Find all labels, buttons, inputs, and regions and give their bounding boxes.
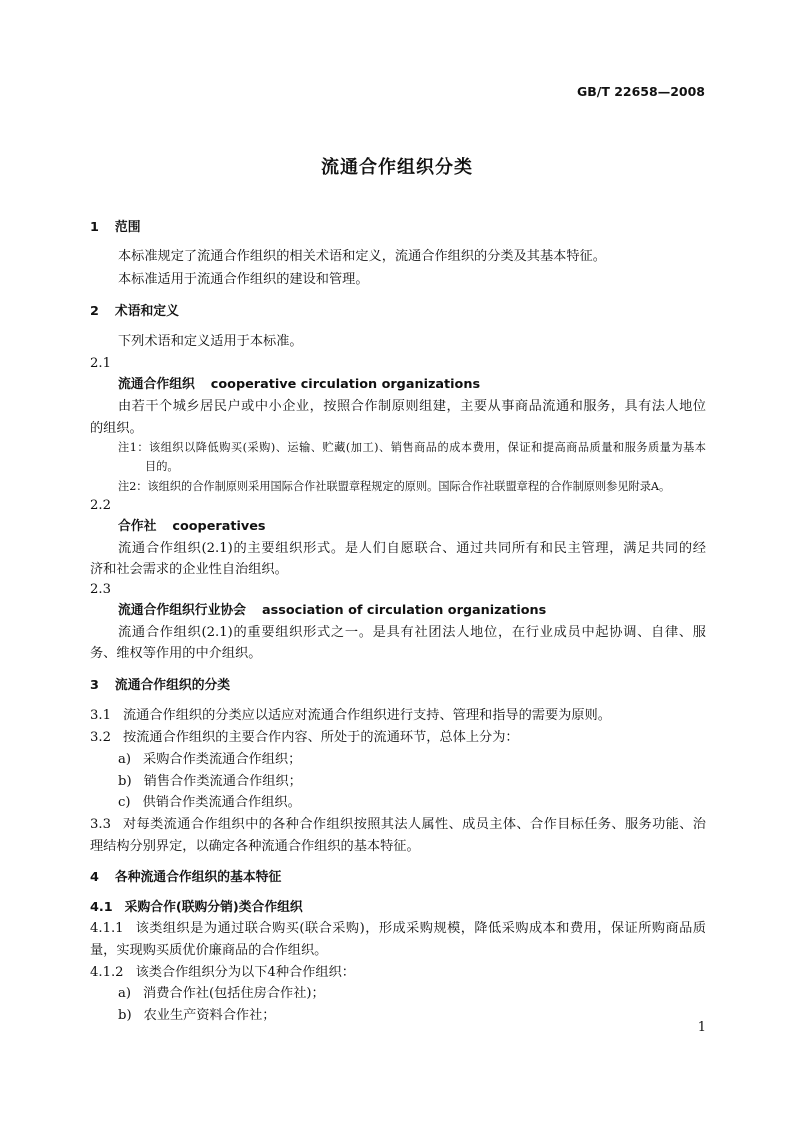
term-en: association of circulation organizations	[261, 603, 547, 618]
clause-text: 该类组织是为通过联合购买(联合采购)，形成采购规模，降低采购成本和费用，保证所购商品质	[135, 921, 706, 936]
section-number: 3	[90, 678, 99, 693]
subsection-title: 采购合作(联购分销)类合作组织	[124, 900, 303, 915]
list-text: 供销合作类流通合作组织。	[142, 795, 301, 810]
list-item	[118, 1005, 275, 1026]
clause	[90, 705, 611, 726]
note-line: 目的。	[145, 460, 179, 473]
list-item	[118, 771, 302, 792]
section-title: 各种流通合作组织的基本特征	[114, 870, 282, 885]
clause	[90, 814, 706, 835]
section-1-heading	[90, 217, 141, 238]
section-3-heading	[90, 675, 230, 696]
definition-line: 的组织。	[90, 421, 143, 436]
term-heading	[118, 516, 266, 537]
term-en: cooperative circulation organizations	[210, 377, 481, 392]
section-number: 1	[90, 220, 99, 235]
clause-text-continued: 理结构分别界定，以确定各种流通合作组织的基本特征。	[90, 839, 420, 854]
note-line: 注2：该组织的合作制原则采用国际合作社联盟章程规定的原则。国际合作社联盟章程的合作制原则参见附录A。	[118, 480, 671, 493]
clause	[90, 918, 706, 939]
list-text: 消费合作社(包括住房合作社)；	[143, 986, 325, 1001]
subsection-number: 4.1	[90, 900, 113, 915]
term-heading	[118, 374, 480, 395]
clause-text: 流通合作组织的分类应以适应对流通合作组织进行支持、管理和指导的需要为原则。	[122, 708, 611, 723]
clause-number: 2.1	[90, 356, 111, 371]
definition-line: 济和社会需求的企业性自治组织。	[90, 562, 288, 577]
list-text: 农业生产资料合作社；	[143, 1008, 276, 1023]
clause-number: 4.1.2	[90, 965, 124, 980]
definition-line: 务、维权等作用的中介组织。	[90, 646, 262, 661]
clause-number: 2.3	[90, 582, 111, 597]
section-2-heading	[90, 301, 179, 322]
standard-number: GB/T 22658—2008	[576, 84, 705, 99]
section-number: 4	[90, 870, 99, 885]
section-4-heading	[90, 867, 281, 888]
list-marker: c)	[118, 795, 131, 810]
list-marker: b)	[118, 774, 132, 789]
clause-number: 3.2	[90, 730, 111, 745]
paragraph: 本标准规定了流通合作组织的相关术语和定义，流通合作组织的分类及其基本特征。	[118, 249, 606, 264]
list-item	[118, 983, 325, 1004]
note-line: 注1：该组织以降低购买(采购)、运输、贮藏(加工)、销售商品的成本费用，保证和提高商品质量和服务质量为基本	[118, 441, 706, 454]
list-text: 销售合作类流通合作组织；	[143, 774, 302, 789]
list-marker: b)	[118, 1008, 132, 1023]
clause-number: 2.2	[90, 498, 111, 513]
list-item	[118, 749, 301, 770]
clause	[90, 727, 519, 748]
term-en: cooperatives	[172, 519, 266, 534]
clause-number: 3.3	[90, 817, 111, 832]
term-cn: 合作社	[118, 519, 157, 534]
definition-line: 流通合作组织(2.1)的重要组织形式之一。是具有社团法人地位，在行业成员中起协调、自律、服	[118, 625, 706, 640]
subsection-heading	[90, 897, 303, 918]
clause	[90, 962, 355, 983]
term-cn: 流通合作组织	[118, 377, 195, 392]
section-number: 2	[90, 304, 99, 319]
section-title: 流通合作组织的分类	[114, 678, 231, 693]
list-marker: a)	[118, 986, 132, 1001]
clause-text: 对每类流通合作组织中的各种合作组织按照其法人属性、成员主体、合作目标任务、服务功能、治	[122, 817, 706, 832]
section-title: 范围	[114, 220, 141, 235]
page-number: 1	[697, 1020, 706, 1035]
clause-text-continued: 量，实现购买质优价廉商品的合作组织。	[90, 943, 328, 958]
paragraph: 本标准适用于流通合作组织的建设和管理。	[118, 272, 369, 287]
clause-text: 该类合作组织分为以下4种合作组织：	[135, 965, 355, 980]
list-marker: a)	[118, 752, 132, 767]
term-cn: 流通合作组织行业协会	[118, 603, 246, 618]
definition-line: 由若干个城乡居民户或中小企业，按照合作制原则组建，主要从事商品流通和服务，具有法人地位	[118, 399, 706, 414]
list-text: 采购合作类流通合作组织；	[143, 752, 302, 767]
clause-text: 按流通合作组织的主要合作内容、所处于的流通环节，总体上分为：	[122, 730, 519, 745]
list-item	[118, 792, 301, 813]
clause-number: 4.1.1	[90, 921, 124, 936]
document-title: 流通合作组织分类	[321, 157, 473, 178]
definition-line: 流通合作组织(2.1)的主要组织形式。是人们自愿联合、通过共同所有和民主管理，满足共同的经	[118, 541, 706, 556]
section-title: 术语和定义	[114, 304, 179, 319]
term-heading	[118, 600, 546, 621]
clause-number: 3.1	[90, 708, 111, 723]
paragraph: 下列术语和定义适用于本标准。	[118, 334, 303, 349]
